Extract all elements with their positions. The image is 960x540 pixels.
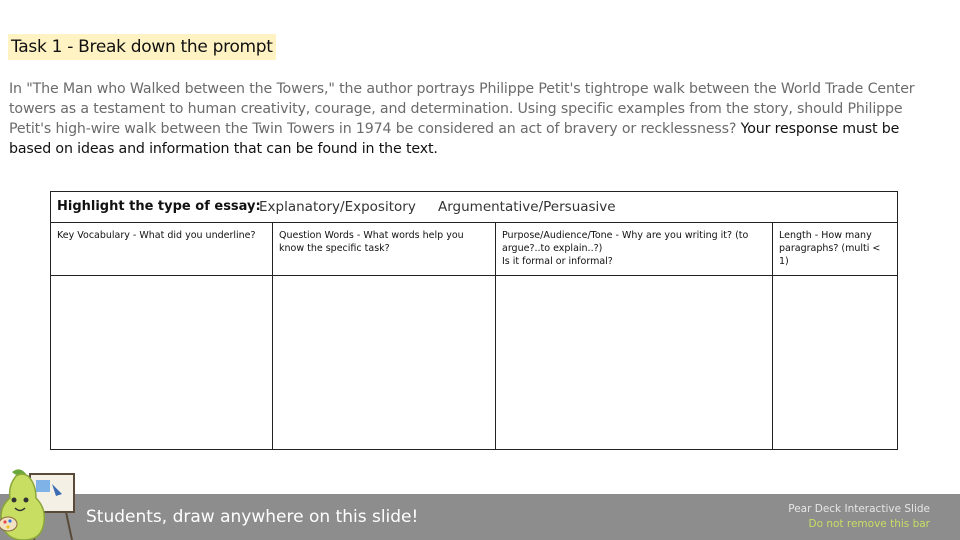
column-purpose [496, 223, 773, 449]
prompt-breakdown-table [50, 191, 898, 450]
writing-prompt [9, 79, 944, 159]
pear-mascot-icon [0, 466, 78, 540]
pear-deck-bar [0, 494, 960, 540]
column-question-words [273, 223, 496, 449]
pear-deck-label: Pear Deck Interactive Slide [788, 503, 930, 515]
prompt-question: In "The Man who Walked between the Towers," the author portrays Philippe Petit's tightrope walk between the World Trade Center towers as a testament to human creativity, courage, and determination. Using specific examples from the story, should Philippe Petit's high-wire walk between the Twin Towers in 1974 be considered an act of bravery or recklessness? [9, 81, 915, 137]
column-cell[interactable] [773, 276, 897, 446]
column-header: Length - How many paragraphs? (multi < 1) [773, 223, 897, 276]
draw-instruction: Students, draw anywhere on this slide! [86, 507, 419, 527]
column-header: Purpose/Audience/Tone - Why are you writing it? (to argue?..to explain..?) Is it formal or informal? [496, 223, 772, 276]
essay-type-label: Highlight the type of essay: [57, 199, 261, 214]
column-cell[interactable] [273, 276, 495, 446]
column-key-vocabulary [51, 223, 273, 449]
essay-option-explanatory[interactable]: Explanatory/Expository [259, 199, 416, 215]
prompt-instruction: Your response must be based on ideas and information that can be found in the text. [9, 121, 900, 157]
column-length [773, 223, 897, 449]
pear-deck-warning: Do not remove this bar [808, 518, 930, 530]
column-cell[interactable] [496, 276, 772, 446]
column-header: Question Words - What words help you know the specific task? [273, 223, 495, 276]
column-header: Key Vocabulary - What did you underline? [51, 223, 272, 276]
column-cell[interactable] [51, 276, 272, 446]
essay-type-row [51, 192, 897, 223]
essay-option-argumentative[interactable]: Argumentative/Persuasive [438, 199, 616, 215]
task-title: Task 1 - Break down the prompt [8, 34, 276, 60]
